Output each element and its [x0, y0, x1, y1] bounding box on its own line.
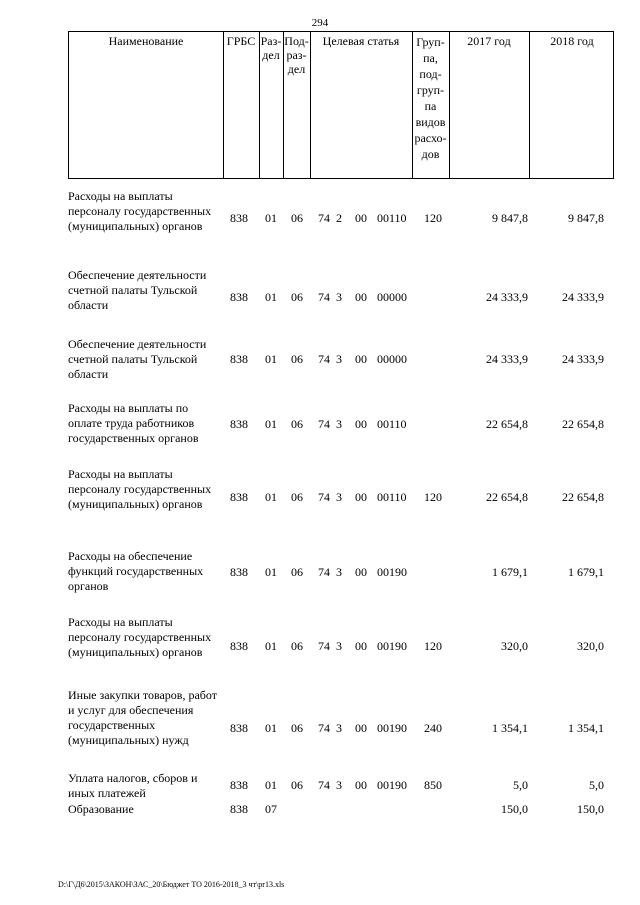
cell-y2018: 150,0 [577, 802, 604, 816]
cell-cs2: 3 [336, 352, 342, 366]
cell-rz: 07 [265, 802, 277, 816]
header-divider [529, 32, 530, 178]
cell-y2017: 320,0 [501, 639, 528, 653]
cell-cs4: 00190 [377, 778, 407, 792]
cell-y2018: 24 333,9 [562, 290, 604, 304]
cell-cs4: 00110 [377, 211, 407, 225]
cell-grbs: 838 [230, 721, 248, 735]
cell-pr: 06 [291, 778, 303, 792]
header-podrazdel: Под- раз- дел [284, 34, 309, 76]
cell-rz: 01 [265, 211, 277, 225]
cell-pr: 06 [291, 417, 303, 431]
header-target: Целевая статья [322, 34, 400, 48]
row-name: Иные закупки товаров, работ и услуг для обеспечения государственных (муниципальных) нужд [68, 688, 217, 747]
row-name: Обеспечение деятельности счетной палаты Тульской области [68, 268, 207, 312]
row-name: Расходы на выплаты персоналу государственных (муниципальных) органов [68, 615, 212, 659]
cell-cs3: 00 [355, 565, 367, 579]
cell-cs3: 00 [355, 639, 367, 653]
cell-y2017: 5,0 [513, 778, 528, 792]
cell-y2017: 150,0 [501, 802, 528, 816]
cell-grbs: 838 [230, 417, 248, 431]
cell-cs4: 00110 [377, 417, 407, 431]
cell-y2017: 1 679,1 [492, 565, 528, 579]
cell-grbs: 838 [230, 290, 248, 304]
cell-pr: 06 [291, 639, 303, 653]
cell-cs2: 3 [336, 490, 342, 504]
cell-cs4: 00190 [377, 721, 407, 735]
cell-y2017: 9 847,8 [492, 211, 528, 225]
cell-rz: 01 [265, 490, 277, 504]
cell-vr: 240 [424, 721, 442, 735]
file-path: D:\Г\Д6\2015\ЗАКОН\ЗАС_20\Бюджет ТО 2016-2018_3 чт\pr13.xls [58, 880, 285, 889]
cell-pr: 06 [291, 490, 303, 504]
cell-cs1: 74 [318, 565, 330, 579]
row-name: Образование [68, 802, 134, 816]
cell-pr: 06 [291, 211, 303, 225]
cell-cs1: 74 [318, 352, 330, 366]
cell-y2018: 9 847,8 [568, 211, 604, 225]
cell-rz: 01 [265, 290, 277, 304]
cell-cs4: 00110 [377, 490, 407, 504]
cell-cs2: 3 [336, 639, 342, 653]
cell-pr: 06 [291, 290, 303, 304]
cell-grbs: 838 [230, 565, 248, 579]
row-name: Расходы на выплаты персоналу государственных (муниципальных) органов [68, 467, 212, 511]
cell-cs1: 74 [318, 290, 330, 304]
cell-rz: 01 [265, 417, 277, 431]
cell-y2018: 5,0 [589, 778, 604, 792]
cell-rz: 01 [265, 721, 277, 735]
cell-cs2: 3 [336, 565, 342, 579]
header-name: Наименование [108, 34, 184, 48]
cell-y2017: 22 654,8 [486, 490, 528, 504]
cell-rz: 01 [265, 565, 277, 579]
cell-pr: 06 [291, 721, 303, 735]
header-divider [310, 32, 311, 178]
cell-pr: 06 [291, 352, 303, 366]
cell-y2018: 1 354,1 [568, 721, 604, 735]
header-divider [223, 32, 224, 178]
cell-grbs: 838 [230, 778, 248, 792]
cell-pr: 06 [291, 565, 303, 579]
cell-y2018: 1 679,1 [568, 565, 604, 579]
cell-cs1: 74 [318, 778, 330, 792]
cell-cs4: 00190 [377, 565, 407, 579]
cell-cs3: 00 [355, 490, 367, 504]
cell-vr: 120 [424, 490, 442, 504]
cell-grbs: 838 [230, 639, 248, 653]
cell-cs1: 74 [318, 417, 330, 431]
cell-cs2: 2 [336, 211, 342, 225]
cell-rz: 01 [265, 778, 277, 792]
cell-grbs: 838 [230, 490, 248, 504]
cell-grbs: 838 [230, 352, 248, 366]
cell-grbs: 838 [230, 802, 248, 816]
cell-cs4: 00190 [377, 639, 407, 653]
cell-y2017: 24 333,9 [486, 290, 528, 304]
cell-vr: 120 [424, 639, 442, 653]
cell-vr: 850 [424, 778, 442, 792]
cell-cs3: 00 [355, 290, 367, 304]
row-name: Расходы на обеспечение функций государственных органов [68, 549, 204, 593]
cell-grbs: 838 [230, 211, 248, 225]
cell-cs1: 74 [318, 490, 330, 504]
cell-cs1: 74 [318, 211, 330, 225]
cell-y2018: 24 333,9 [562, 352, 604, 366]
cell-cs4: 00000 [377, 352, 407, 366]
cell-cs1: 74 [318, 721, 330, 735]
cell-y2018: 22 654,8 [562, 490, 604, 504]
header-divider [449, 32, 450, 178]
header-grbs: ГРБС [226, 34, 256, 48]
cell-y2017: 24 333,9 [486, 352, 528, 366]
cell-cs3: 00 [355, 721, 367, 735]
row-name: Расходы на выплаты по оплате труда работников государственных органов [68, 401, 199, 445]
cell-cs2: 3 [336, 417, 342, 431]
cell-cs3: 00 [355, 417, 367, 431]
header-2018: 2018 год [550, 34, 594, 48]
row-name: Обеспечение деятельности счетной палаты Тульской области [68, 337, 207, 381]
header-razdel: Раз- дел [260, 34, 282, 62]
header-group: Груп- па, под- груп- па видов расхо- дов [414, 35, 447, 161]
cell-y2017: 22 654,8 [486, 417, 528, 431]
cell-cs4: 00000 [377, 290, 407, 304]
cell-cs3: 00 [355, 352, 367, 366]
cell-cs2: 3 [336, 778, 342, 792]
cell-cs3: 00 [355, 211, 367, 225]
cell-cs2: 3 [336, 721, 342, 735]
cell-y2018: 22 654,8 [562, 417, 604, 431]
cell-cs2: 3 [336, 290, 342, 304]
table-header [68, 31, 614, 179]
cell-y2017: 1 354,1 [492, 721, 528, 735]
cell-rz: 01 [265, 352, 277, 366]
cell-vr: 120 [424, 211, 442, 225]
cell-cs1: 74 [318, 639, 330, 653]
header-2017: 2017 год [467, 34, 511, 48]
cell-y2018: 320,0 [577, 639, 604, 653]
row-name: Уплата налогов, сборов и иных платежей [68, 771, 198, 800]
cell-cs3: 00 [355, 778, 367, 792]
page-number: 294 [311, 17, 329, 29]
cell-rz: 01 [265, 639, 277, 653]
row-name: Расходы на выплаты персоналу государственных (муниципальных) органов [68, 189, 212, 233]
